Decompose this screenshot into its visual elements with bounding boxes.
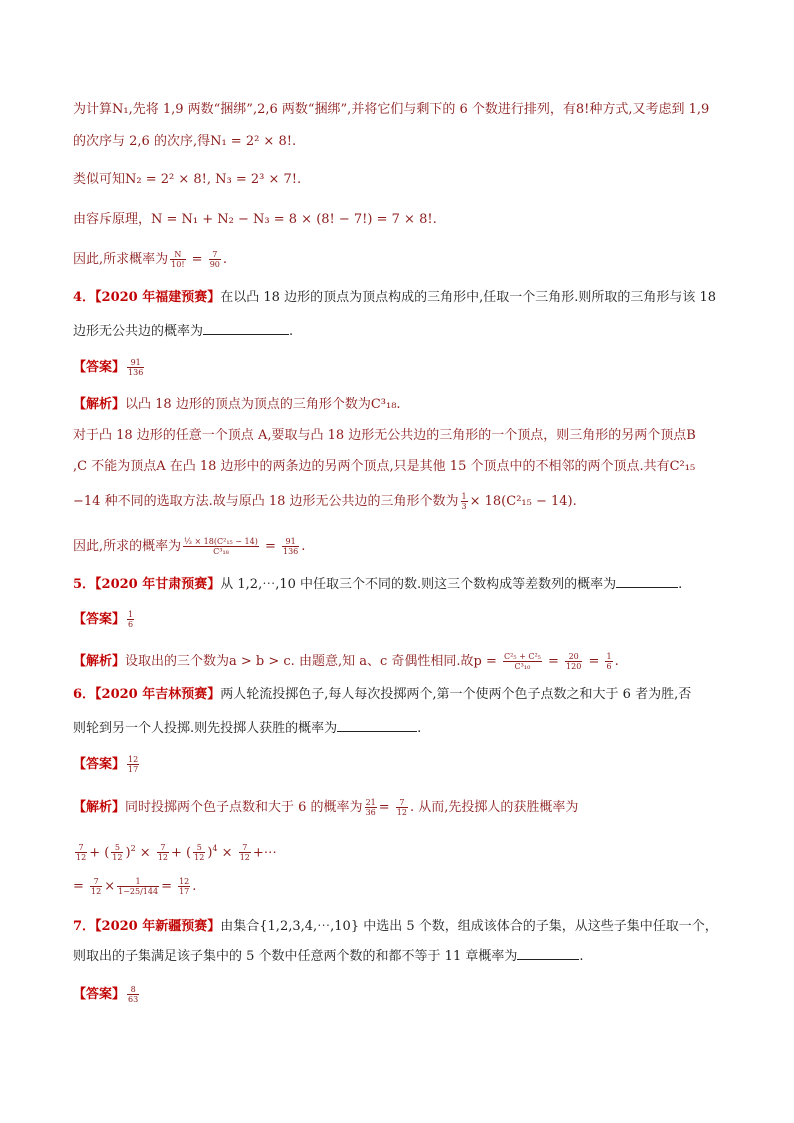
question-text: 两人轮流投掷色子,每人每次投掷两个,第一个使两个色子点数之和大于 6 者为胜,否 bbox=[220, 687, 692, 702]
numerator: 7 bbox=[157, 843, 169, 853]
numerator: 1 bbox=[128, 610, 134, 619]
exponent: 4 bbox=[212, 844, 218, 853]
text: × bbox=[104, 879, 116, 894]
series-line: $\frac{7}{12}$ + ( $\frac{5}{12}$ )$^2$ × $\frac{7}{12}$ + ( $\frac{5}{12}$ )$^4$ × $\frac{7}{12}$ +⋯ bbox=[76, 843, 277, 863]
text: 因此,所求的概率为 bbox=[73, 539, 182, 554]
text: . bbox=[301, 539, 306, 554]
text: . bbox=[417, 721, 422, 736]
denominator: 12 bbox=[194, 853, 205, 863]
text: = bbox=[187, 252, 207, 267]
question-5-line bbox=[73, 575, 682, 594]
answer-tag: 【答案】 bbox=[73, 360, 126, 375]
answer-blank bbox=[517, 947, 579, 960]
text-line: 由容斥原理，N = N₁ + N₂ − N₃ = 8 × (8! − 7!) = 7 × 8!. bbox=[73, 212, 437, 227]
numerator: 7 bbox=[90, 877, 102, 887]
denominator: 1−25/144 bbox=[118, 887, 159, 896]
fraction bbox=[170, 250, 185, 269]
question-7-line bbox=[73, 918, 718, 936]
fraction bbox=[183, 537, 259, 556]
text: = bbox=[378, 800, 394, 815]
question-text: 则取出的子集满足该子集中的 5 个数中任意两个数的和都不等于 11 章概率为 bbox=[73, 949, 518, 964]
denominator: 3 bbox=[461, 502, 467, 511]
denominator: 17 bbox=[128, 765, 139, 774]
denominator: 12 bbox=[112, 853, 123, 863]
text-line: 为计算N₁,先将 1,9 两数“捆绑”,2,6 两数“捆绑”,并将它们与剩下的 6 个数进行排列，有8!种方式,又考虑到 1,9 bbox=[73, 102, 710, 117]
denominator: C³₁₈ bbox=[213, 547, 229, 556]
answer-blank bbox=[337, 719, 417, 732]
text: . bbox=[289, 324, 294, 339]
question-tag: 5．【2020 年甘肃预赛】 bbox=[73, 577, 221, 592]
question-6-line bbox=[73, 719, 421, 738]
text: . bbox=[222, 252, 228, 267]
question-tag: 6．【2020 年吉林预赛】 bbox=[73, 687, 221, 702]
text: 因此,所求概率为 bbox=[73, 252, 169, 267]
denominator: 12 bbox=[239, 853, 250, 863]
denominator: 63 bbox=[128, 995, 139, 1004]
fraction bbox=[111, 843, 123, 862]
answer-blank bbox=[203, 322, 289, 335]
denominator: 10! bbox=[171, 260, 185, 269]
text: 设取出的三个数为a > b > c. 由题意,知 a、c 奇偶性相同.故p = bbox=[125, 654, 501, 669]
answer-line bbox=[73, 610, 136, 629]
numerator: 21 bbox=[365, 798, 376, 807]
series-line bbox=[73, 877, 196, 896]
text-line: 类似可知N₂ = 2² × 8!, N₃ = 2³ × 7!. bbox=[73, 172, 302, 187]
fraction bbox=[193, 843, 205, 862]
denominator: 6 bbox=[606, 662, 612, 671]
denominator: 136 bbox=[283, 547, 299, 556]
numerator: 91 bbox=[282, 537, 299, 547]
text: . bbox=[192, 879, 197, 894]
analysis-tag: 【解析】 bbox=[73, 654, 126, 669]
text-line: ,C 不能为顶点A 在凸 18 边形中的两条边的另两个顶点,只是其他 15 个顶点中的不相邻的两个顶点.共有C²₁₅ bbox=[73, 459, 696, 474]
question-text: 在以凸 18 边形的顶点为顶点构成的三角形中,任取一个三角形.则所取的三角形与该 18 bbox=[220, 290, 717, 305]
fraction bbox=[90, 877, 102, 896]
numerator: 7 bbox=[239, 843, 251, 853]
text: . 从而,先投掷人的获胜概率为 bbox=[409, 800, 579, 815]
numerator: 5 bbox=[193, 843, 205, 853]
denominator: C³₁₀ bbox=[514, 662, 531, 671]
text: = bbox=[543, 654, 564, 669]
answer-tag: 【答案】 bbox=[73, 612, 126, 627]
denominator: 17 bbox=[179, 887, 190, 896]
text-line: 的次序与 2,6 的次序,得N₁ = 2² × 8!. bbox=[73, 134, 297, 149]
text: + ( bbox=[89, 845, 110, 861]
question-text: 由集合{1,2,3,4,⋯,10} 中选出 5 个数，组成该体合的子集，从这些子集中任取一个， bbox=[220, 919, 718, 934]
text-line bbox=[73, 492, 577, 511]
denominator: 12 bbox=[396, 808, 407, 817]
fraction bbox=[239, 843, 251, 862]
analysis-tag: 【解析】 bbox=[73, 800, 126, 815]
denominator: 12 bbox=[91, 887, 102, 896]
question-4-line bbox=[73, 322, 293, 341]
question-text: 从 1,2,⋯,10 中任取三个不同的数.则这三个数构成等差数列的概率为 bbox=[220, 577, 617, 592]
question-7-line bbox=[73, 947, 583, 966]
fraction bbox=[209, 250, 221, 269]
denominator: 90 bbox=[209, 260, 220, 269]
question-6-line bbox=[73, 686, 691, 704]
text: × bbox=[221, 845, 233, 861]
numerator: 7 bbox=[209, 250, 221, 260]
answer-tag: 【答案】 bbox=[73, 757, 126, 772]
question-tag: 4．【2020 年福建预赛】 bbox=[73, 290, 221, 305]
denominator: 6 bbox=[128, 620, 134, 629]
text: × 18(C²₁₅ − 14). bbox=[469, 494, 577, 509]
numerator: 7 bbox=[75, 843, 87, 853]
denominator: 12 bbox=[157, 853, 169, 863]
denominator: 136 bbox=[128, 368, 144, 377]
text: . bbox=[614, 654, 619, 669]
fraction bbox=[565, 652, 582, 671]
answer-line bbox=[73, 755, 141, 774]
text: 以凸 18 边形的顶点为顶点的三角形个数为C³₁₈. bbox=[125, 397, 401, 412]
text: × bbox=[139, 845, 151, 861]
fraction bbox=[127, 358, 144, 377]
fraction bbox=[75, 843, 87, 862]
fraction bbox=[178, 877, 190, 896]
text: 同时投掷两个色子点数和大于 6 的概率为 bbox=[125, 800, 363, 815]
text: + ( bbox=[171, 845, 192, 861]
fraction bbox=[396, 798, 408, 817]
fraction bbox=[157, 843, 169, 862]
answer-blank bbox=[616, 575, 678, 588]
question-text: 边形无公共边的概率为 bbox=[73, 324, 204, 339]
fraction bbox=[282, 537, 299, 556]
analysis-line bbox=[73, 798, 578, 817]
fraction bbox=[503, 652, 542, 671]
analysis-line bbox=[73, 396, 401, 414]
question-tag: 7．【2020 年新疆预赛】 bbox=[73, 919, 221, 934]
numerator: ⅓ × 18(C²₁₅ − 14) bbox=[184, 537, 258, 546]
question-text: 则轮到另一个人投掷.则先投掷人获胜的概率为 bbox=[73, 721, 338, 736]
text: −14 种不同的选取方法.故与原凸 18 边形无公共边的三角形个数为 bbox=[73, 494, 459, 509]
numerator: 12 bbox=[128, 755, 139, 764]
numerator: 1 bbox=[117, 877, 159, 887]
text: +⋯ bbox=[252, 845, 277, 861]
text-line: 对于凸 18 边形的任意一个顶点 A,要取与凸 18 边形无公共边的三角形的一个顶点，则三角形的另两个顶点B bbox=[73, 428, 696, 443]
numerator: 20 bbox=[565, 652, 582, 662]
text: . bbox=[579, 949, 584, 964]
numerator: 5 bbox=[111, 843, 123, 853]
text-line bbox=[73, 537, 305, 556]
numerator: 12 bbox=[179, 877, 190, 886]
text: = bbox=[73, 879, 89, 894]
fraction bbox=[117, 877, 159, 896]
answer-line bbox=[73, 358, 146, 377]
numerator: 91 bbox=[127, 358, 144, 368]
answer-line bbox=[73, 985, 141, 1004]
numerator: N bbox=[170, 250, 185, 260]
text: = bbox=[260, 539, 280, 554]
numerator: C²₅ + C²₅ bbox=[504, 652, 541, 661]
text: = bbox=[584, 654, 604, 669]
numerator: 1 bbox=[461, 492, 467, 501]
question-4-line bbox=[73, 289, 716, 307]
denominator: 12 bbox=[76, 853, 87, 863]
fraction bbox=[127, 985, 139, 1004]
fraction bbox=[365, 798, 377, 817]
text: = bbox=[161, 879, 177, 894]
text: . bbox=[678, 577, 683, 592]
numerator: 7 bbox=[396, 798, 408, 808]
denominator: 120 bbox=[566, 662, 582, 671]
answer-tag: 【答案】 bbox=[73, 987, 126, 1002]
fraction bbox=[461, 492, 468, 511]
analysis-tag: 【解析】 bbox=[73, 397, 126, 412]
denominator: 36 bbox=[365, 808, 376, 817]
numerator: 1 bbox=[606, 652, 612, 661]
analysis-line bbox=[73, 652, 619, 671]
exponent: 2 bbox=[130, 844, 136, 853]
fraction bbox=[127, 610, 134, 629]
fraction bbox=[605, 652, 612, 671]
fraction bbox=[127, 755, 139, 774]
numerator: 8 bbox=[127, 985, 139, 995]
text-line bbox=[73, 250, 227, 269]
